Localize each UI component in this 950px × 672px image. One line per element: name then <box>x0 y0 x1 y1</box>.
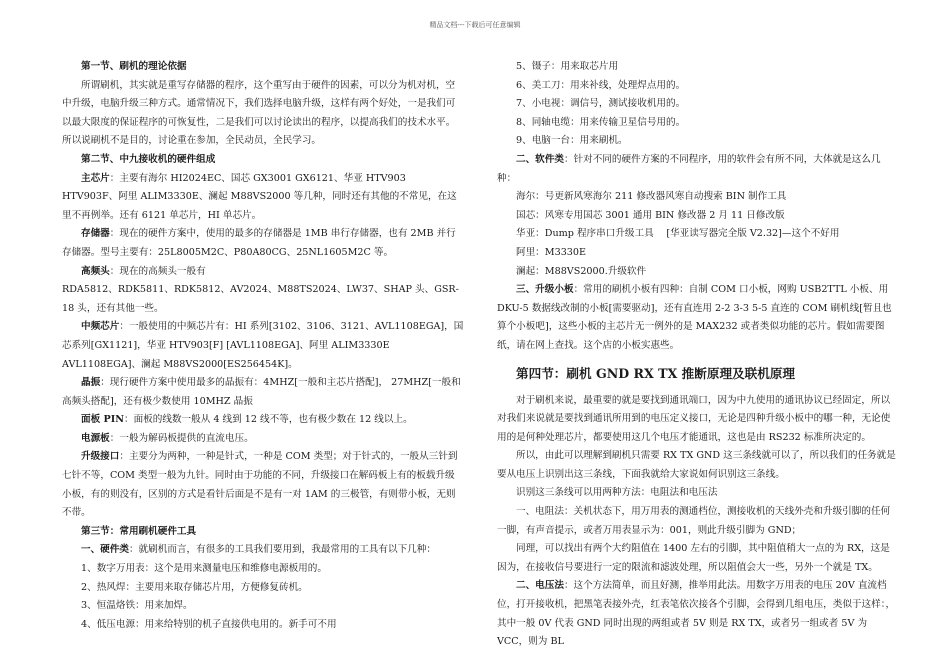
labeled-paragraph <box>497 151 897 188</box>
paragraph: 1、数字万用表：这个是用来测量电压和维修电源板用的。 <box>81 563 327 575</box>
section-heading: 第一节、刷机的理论依据 <box>81 61 187 72</box>
paragraph: 对于刷机来说，最重要的就是要找到通讯端口，因为中九使用的通讯协议已经固定，所以对我们来说就是要找到通讯所用到的电压定义接口，无论是四种升级小板中的哪一种，无论使用的是何种处理芯片，都要使用这几个电压才能通讯，这也是由 RS232 标准所决定的。 <box>497 394 891 443</box>
paragraph-text: ：主要有海尔 HI2024EC、国芯 GX3001 GX6121、华亚 HTV903 HTV903F、阿里 ALIM3330E、澜起 M88VS2000 等几种，同时还有其他的不常见，在这里不再例举。还有 6121 单芯片，HI 单芯片。 <box>62 172 457 221</box>
paragraph-lead: 面板 PIN <box>81 414 124 426</box>
paragraph: 4、低压电源：用来给特别的机子直接供电用的。新手可不用 <box>81 618 337 630</box>
paragraph-text: ：现在的硬件方案中，使用的最多的存储器是 1MB 串行存储器，也有 2MB 并行存储器。型号主要有：25L8005M2C、P80A80CG、25NL1605M2C 等。 <box>62 228 456 258</box>
paragraph-text: ：一般使用的中频芯片有：HI 系列[3102、3106、3121、AVL1108EGA]，国芯系列[GX1121]，华亚 HTV903[F] [AVL1108EGA]、阿里 ALIM3330E AVL1108EGA]、澜起 M88VS2000[ES256454K]。 <box>62 321 464 370</box>
paragraph: 所以，由此可以理解到刷机只需要 RX TX GND 这三条线就可以了，所以我们的任务就是要从电压上识别出这三条线，下面我就给大家说如何识别这三条线。 <box>497 450 896 480</box>
paragraph-lead: 升级接口 <box>81 451 120 463</box>
paragraph: RDA5812、RDK5811、RDK5812、AV2024、M88TS2024、LW37、SHAP 头、GSR-18 头，还有其他一些。 <box>62 284 459 314</box>
paragraph-lead: 三、升级小板 <box>516 284 574 296</box>
labeled-paragraph <box>497 281 897 355</box>
left-column <box>62 58 464 634</box>
labeled-paragraph <box>62 411 464 430</box>
paragraph: 8、同轴电缆：用来传输卫星信号用的。 <box>516 116 686 128</box>
paragraph-lead: 电源板 <box>81 432 110 444</box>
paragraph-lead: 二、电压法 <box>516 580 564 592</box>
paragraph: 同理，可以找出有两个大约阻值在 1400 左右的引脚，其中阻值稍大一点的为 RX，这是因为，在接收信号要进行一定的限流和滤波处理，所以阻值会大一些，另外一个就是 TX。 <box>497 543 890 573</box>
labeled-paragraph <box>62 374 464 411</box>
paragraph: 海尔：号更新风寒海尔 211 修改器风寒自动搜索 BIN 制作工具 <box>516 191 787 203</box>
paragraph-text: ：主要分为两种，一种是针式，一种是 COM 类型；对于针式的，一般从三针到七针不等，COM 类型一般为九针。同时由于功能的不同，升级接口在解码板上有的板载升级小板，有的则没有，区别的方式是看针后面是不是有一对 1AM 的三极管，有则带小板，无则不带。 <box>62 451 458 519</box>
paragraph: 6、美工刀：用来补线，处理焊点用的。 <box>516 79 686 91</box>
right-column <box>497 58 897 652</box>
paragraph: 一、电阻法：关机状态下，用万用表的测通档位，测接收机的天线外壳和升级引脚的任何一脚，有声音提示，或者万用表显示为：001，则此升级引脚为 GND； <box>497 506 891 536</box>
paragraph: 阿里：M3330E <box>516 246 587 258</box>
labeled-paragraph <box>62 448 464 522</box>
paragraph-lead: 主芯片 <box>81 172 110 184</box>
paragraph: 国芯：风寒专用国芯 3001 通用 BIN 修改器 2 月 11 日修改版 <box>516 209 785 221</box>
paragraph-lead: 存储器 <box>81 228 110 240</box>
paragraph: 澜起：M88VS2000.升级软件 <box>516 265 647 277</box>
paragraph: 识别这三条线可以用两种方法：电阻法和电压法 <box>516 487 718 499</box>
paragraph: 3、恒温烙铁：用来加焊。 <box>81 600 193 612</box>
section-heading: 第三节：常用刷机硬件工具 <box>81 525 197 537</box>
paragraph-lead: 晶振 <box>81 377 101 389</box>
labeled-paragraph <box>62 541 464 560</box>
paragraph-text: ：一般为解码板提供的直流电压。 <box>109 432 254 444</box>
page-header: 精品文档---下载后可任意编辑 <box>429 21 521 29</box>
labeled-paragraph <box>62 225 464 262</box>
paragraph-lead: 中频芯片 <box>81 321 120 333</box>
paragraph-lead: 一、硬件类 <box>81 544 129 556</box>
chapter-heading: 第四节：刷机 GND RX TX 推断原理及联机原理 <box>516 365 796 381</box>
paragraph-text: ：针对不同的硬件方案的不同程序，用的软件会有所不同，大体就是这么几种： <box>497 153 881 184</box>
labeled-paragraph <box>497 577 897 651</box>
labeled-paragraph <box>62 170 464 226</box>
paragraph-lead: 高频头 <box>81 265 110 277</box>
labeled-paragraph <box>62 430 464 449</box>
paragraph-lead: 二、软件类 <box>516 153 564 165</box>
paragraph-text: ：就刷机而言，有很多的工具我们要用到，我最常用的工具有以下几种： <box>128 544 436 556</box>
paragraph-text: ：这个方法简单，而且好测，推举用此法。用数字万用表的电压 20V 直流档位，打开接收机，把黑笔表接外壳，红表笔依次接各个引脚，会得到几组电压，类似于这样：，其中一般 0V 代表 GND 同时出现的两组或者 5V 则是 RX TX，或者另一组或者 5V 为 VCC，则为 BL <box>497 580 896 648</box>
paragraph: 2、热风焊：主要用来取存储芯片用，方便修复砖机。 <box>81 581 308 593</box>
paragraph-text: ：现在的高频头一般有 <box>109 265 206 277</box>
paragraph: 7、小电视：调信号，测试接收机用的。 <box>516 98 686 110</box>
paragraph: 5、镊子：用来取芯片用 <box>516 61 619 72</box>
paragraph-text: ：常用的刷机小板有四种：自制 COM 口小板，网购 USB2TTL 小板、用 DKU-5 数据线改制的小板[需要驱动]，还有直连用 2-2 3-3 5-5 直连的 COM 刷机线[暂且也算个小板吧]，这些小板的主芯片无一例外的是 MAX232 或者类似功能的芯片。假如需要图纸，请在网上查找。这个店的小板实惠些。 <box>497 284 892 351</box>
section-heading: 第二节、中九接收机的硬件组成 <box>81 153 216 165</box>
paragraph-text: ：现行硬件方案中使用最多的晶振有：4MHZ[一般和主芯片搭配]， 27MHZ[一般和高频头搭配]，还有极少数使用 10MHZ 晶振 <box>62 377 461 407</box>
paragraph: 9、电脑一台：用来刷机。 <box>516 135 628 147</box>
paragraph: 所谓刷机，其实就是重写存储器的程序，这个重写由于硬件的因素，可以分为机对机，空中升级，电脑升级三种方式。通常情况下，我们选择电脑升级，这样有两个好处，一是我们可以最大限度的保证程序的可恢复性，二是我们可以讨论读出的程序，以提高我们的技术水平。所以说刷机不是目的，讨论重在参加，全民动员，全民学习。 <box>62 79 456 147</box>
labeled-paragraph <box>62 263 464 282</box>
paragraph: 华亚：Dump 程序串口升级工具 [华亚读写器完全版 V2.32]—这个不好用 <box>516 228 840 240</box>
paragraph-text: ：面板的线数一般从 4 线到 12 线不等，也有极少数在 12 线以上。 <box>124 414 413 426</box>
labeled-paragraph <box>62 318 464 374</box>
